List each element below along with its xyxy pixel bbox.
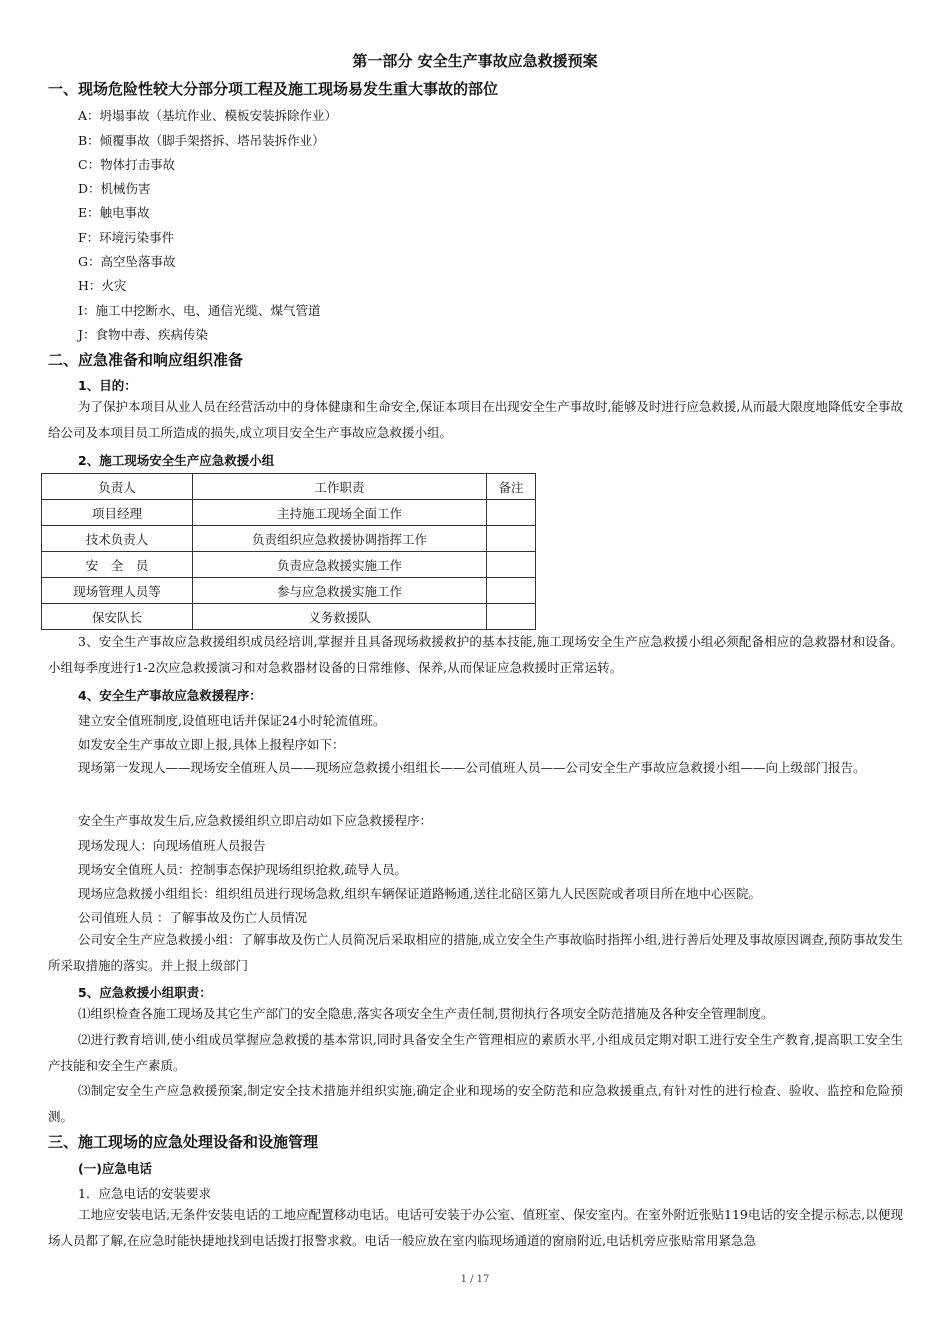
phone-install-title: 1．应急电话的安装要求 (78, 1186, 211, 1201)
table-row (42, 578, 536, 604)
table-row (42, 604, 536, 630)
subsection-procedure: 4、安全生产事故应急救援程序： (78, 688, 262, 703)
header-cell-note: 备注 (487, 474, 536, 500)
table-cell: 负责应急救援实施工作 (193, 552, 487, 578)
training-paragraph: 3、安全生产事故应急救援组织成员经培训,掌握并且具备现场救援救护的基本技能,施工现场安全生产应急救援小组必须配备相应的急救器材和设备。小组每季度进行1-2次应急救援演习和对急救器材设备的日常维修、保养,从而保证应急救援时正常运转。 (48, 634, 903, 675)
procedure-line-5: 现场安全值班人员：控制事态保护现场组织抢救,疏导人员。 (78, 862, 407, 877)
purpose-paragraph: 为了保护本项目从业人员在经营活动中的身体健康和生命安全,保证本项目在出现安全生产事故时,能够及时进行应急救援,从而最大限度地降低安全事故给公司及本项目员工所造成的损失,成立项目安全生产事故应急救援小组。 (48, 399, 903, 440)
table-cell: 项目经理 (42, 500, 193, 526)
hazard-item-g: G：高空坠落事故 (78, 254, 176, 269)
table-cell (487, 500, 536, 526)
page-title: 第一部分 安全生产事故应急救援预案 (352, 52, 598, 70)
phone-install-paragraph: 工地应安装电话,无条件安装电话的工地应配置移动电话。电话可安装于办公室、值班室、保安室内。在室外附近张贴119电话的安全提示标志,以便现场人员都了解,在应急时能快捷地找到电话拨打报警求救。电话一般应放在室内临现场通道的窗扇附近,电话机旁应张贴常用紧急急 (48, 1207, 903, 1248)
duty-paragraph-3: ⑶制定安全生产应急救援预案,制定安全技术措施并组织实施,确定企业和现场的安全防范和应急救援重点,有针对性的进行检查、验收、监控和危险预测。 (48, 1083, 903, 1124)
report-chain-paragraph: 现场第一发现人——现场安全值班人员——现场应急救援小组组长——公司值班人员——公司安全生产事故应急救援小组——向上级部门报告。 (78, 760, 866, 775)
table-cell: 参与应急救援实施工作 (193, 578, 487, 604)
hazard-item-a: A：坍塌事故（基坑作业、模板安装拆除作业） (78, 108, 338, 123)
table-cell: 现场管理人员等 (42, 578, 193, 604)
table-header-row (42, 474, 536, 500)
section-1-heading: 一、现场危险性较大分部分项工程及施工现场易发生重大事故的部位 (48, 80, 499, 98)
procedure-line-1: 建立安全值班制度,设值班电话并保证24小时轮流值班。 (78, 713, 386, 728)
header-cell-duty: 工作职责 (193, 474, 487, 500)
company-team-paragraph: 公司安全生产应急救援小组：了解事故及伤亡人员简况后采取相应的措施,成立安全生产事故临时指挥小组,进行善后处理及事故原因调查,预防事故发生所采取措施的落实。并上报上级部门 (48, 932, 903, 973)
table-cell: 安 全 员 (42, 552, 193, 578)
header-cell-owner: 负责人 (42, 474, 193, 500)
procedure-line-3: 安全生产事故发生后,应急救援组织立即启动如下应急救援程序： (78, 813, 432, 828)
hazard-item-b: B：倾覆事故（脚手架搭拆、塔吊装拆作业） (78, 133, 325, 148)
hazard-item-f: F：环境污染事件 (78, 230, 175, 245)
table-row (42, 500, 536, 526)
table-cell: 技术负责人 (42, 526, 193, 552)
procedure-line-7: 公司值班人员 ：了解事故及伤亡人员情况 (78, 910, 307, 925)
table-row (42, 552, 536, 578)
duty-paragraph-1: ⑴组织检查各施工现场及其它生产部门的安全隐患,落实各项安全生产责任制,贯彻执行各项安全防范措施及各种安全管理制度。 (78, 1006, 774, 1021)
page-number: 1 / 17 (460, 1274, 490, 1285)
hazard-item-d: D：机械伤害 (78, 181, 151, 196)
table-cell (487, 552, 536, 578)
subsection-purpose: 1、目的： (78, 378, 137, 393)
procedure-line-6: 现场应急救援小组组长：组织组员进行现场急救,组织车辆保证道路畅通,送往北碚区第九人民医院或者项目所在地中心医院。 (78, 886, 761, 901)
hazard-item-i: I：施工中挖断水、电、通信光缆、煤气管道 (78, 303, 321, 318)
subsection-emergency-phone: (一)应急电话 (78, 1161, 152, 1176)
hazard-item-h: H：火灾 (78, 278, 127, 293)
table-cell: 义务救援队 (193, 604, 487, 630)
section-3-heading: 三、施工现场的应急处理设备和设施管理 (48, 1133, 319, 1151)
team-table (41, 473, 536, 630)
subsection-duties: 5、应急救援小组职责： (78, 985, 212, 1000)
duty-paragraph-2: ⑵进行教育培训,使小组成员掌握应急救援的基本常识,同时具备安全生产管理相应的素质水平,小组成员定期对职工进行安全生产教育,提高职工安全生产技能和安全生产素质。 (48, 1032, 903, 1073)
table-cell (487, 604, 536, 630)
table-cell: 主持施工现场全面工作 (193, 500, 487, 526)
hazard-item-j: J：食物中毒、疾病传染 (78, 327, 209, 342)
procedure-line-4: 现场发现人：向现场值班人员报告 (78, 838, 266, 853)
section-2-heading: 二、应急准备和响应组织准备 (48, 351, 244, 369)
subsection-team: 2、施工现场安全生产应急救援小组 (78, 453, 275, 468)
table-cell (487, 578, 536, 604)
procedure-line-2: 如发安全生产事故立即上报,具体上报程序如下： (78, 737, 345, 752)
table-cell: 负责组织应急救援协调指挥工作 (193, 526, 487, 552)
table-cell (487, 526, 536, 552)
hazard-item-c: C：物体打击事故 (78, 157, 176, 172)
table-cell: 保安队长 (42, 604, 193, 630)
table-row (42, 526, 536, 552)
hazard-item-e: E：触电事故 (78, 205, 150, 220)
